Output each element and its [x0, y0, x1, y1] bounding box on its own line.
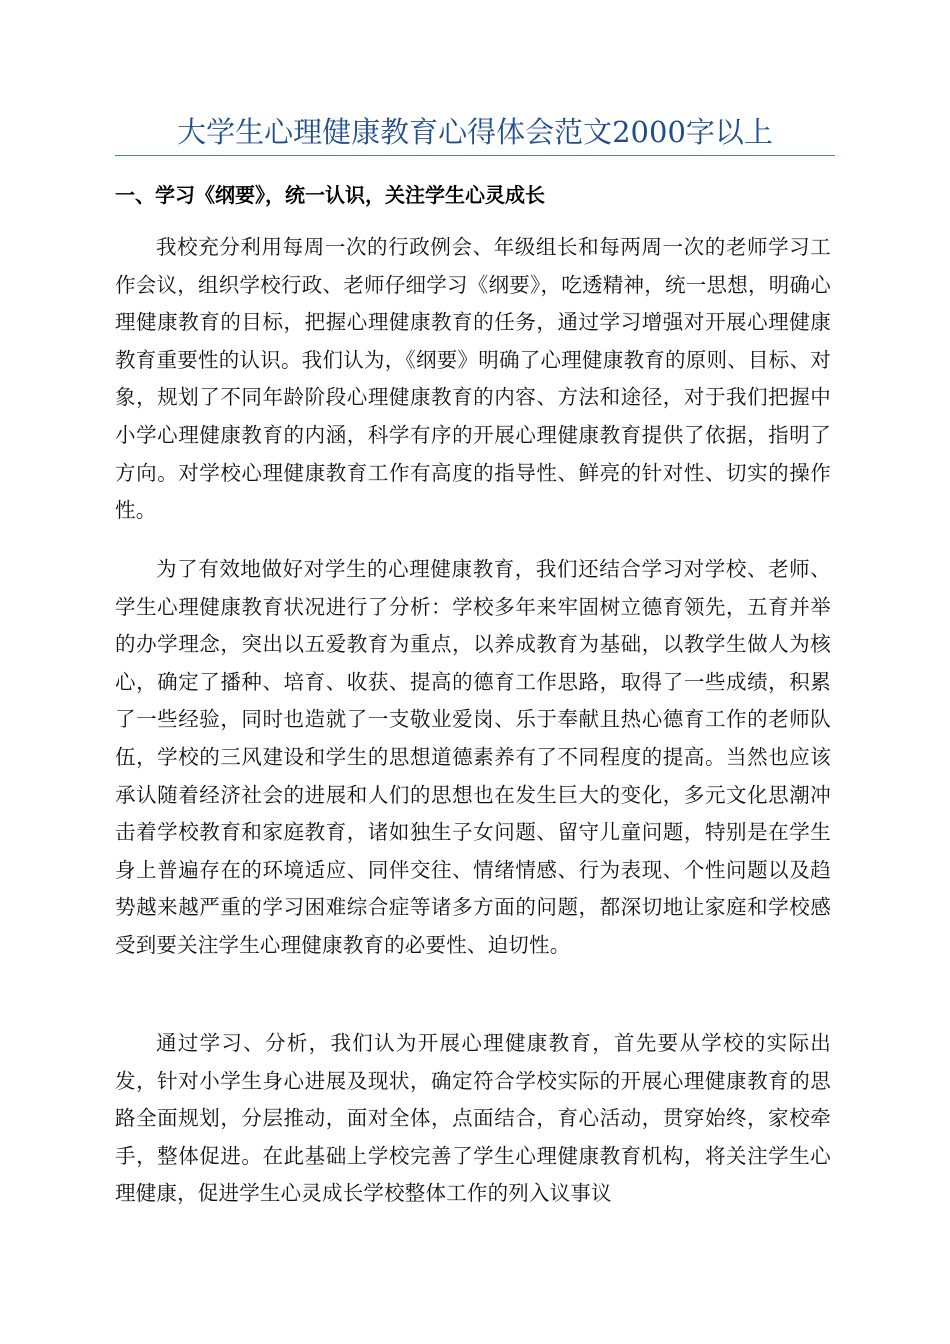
document-title: 大学生心理健康教育心得体会范文2000字以上 [177, 115, 773, 149]
body-paragraph-3: 通过学习、分析，我们认为开展心理健康教育，首先要从学校的实际出发，针对小学生身心进展及现状，确定符合学校实际的开展心理健康教育的思路全面规划，分层推动，面对全体，点面结合，育心活动，贯穿始终，家校牵手，整体促进。在此基础上学校完善了学生心理健康教育机构，将关注学生心理健康，促进学生心灵成长学校整体工作的列入议事议 [115, 1031, 831, 1206]
body-paragraph-2: 为了有效地做好对学生的心理健康教育，我们还结合学习对学校、老师、学生心理健康教育状况进行了分析：学校多年来牢固树立德育领先，五育并举的办学理念，突出以五爱教育为重点，以养成教育为基础，以教学生做人为核心，确定了播种、培育、收获、提高的德育工作思路，取得了一些成绩，积累了一些经验，同时也造就了一支敬业爱岗、乐于奉献且热心德育工作的老师队伍，学校的三风建设和学生的思想道德素养有了不同程度的提高。当然也应该承认随着经济社会的进展和人们的思想也在发生巨大的变化，多元文化思潮冲击着学校教育和家庭教育，诸如独生子女问题、留守儿童问题，特别是在学生身上普遍存在的环境适应、同伴交往、情绪情感、行为表现、个性问题以及趋势越来越严重的学习困难综合症等诸多方面的问题，都深切地让家庭和学校感受到要关注学生心理健康教育的必要性、迫切性。 [115, 557, 831, 957]
section-heading: 一、学习《纲要》，统一认识，关注学生心灵成长 [115, 183, 545, 207]
body-paragraph-1: 我校充分利用每周一次的行政例会、年级组长和每两周一次的老师学习工作会议，组织学校行政、老师仔细学习《纲要》，吃透精神，统一思想，明确心理健康教育的目标，把握心理健康教育的任务，通过学习增强对开展心理健康教育重要性的认识。我们认为，《纲要》明确了心理健康教育的原则、目标、对象，规划了不同年龄阶段心理健康教育的内容、方法和途径，对于我们把握中小学心理健康教育的内涵，科学有序的开展心理健康教育提供了依据，指明了方向。对学校心理健康教育工作有高度的指导性、鲜亮的针对性、切实的操作性。 [115, 235, 831, 523]
title-underline-rule [115, 155, 835, 156]
